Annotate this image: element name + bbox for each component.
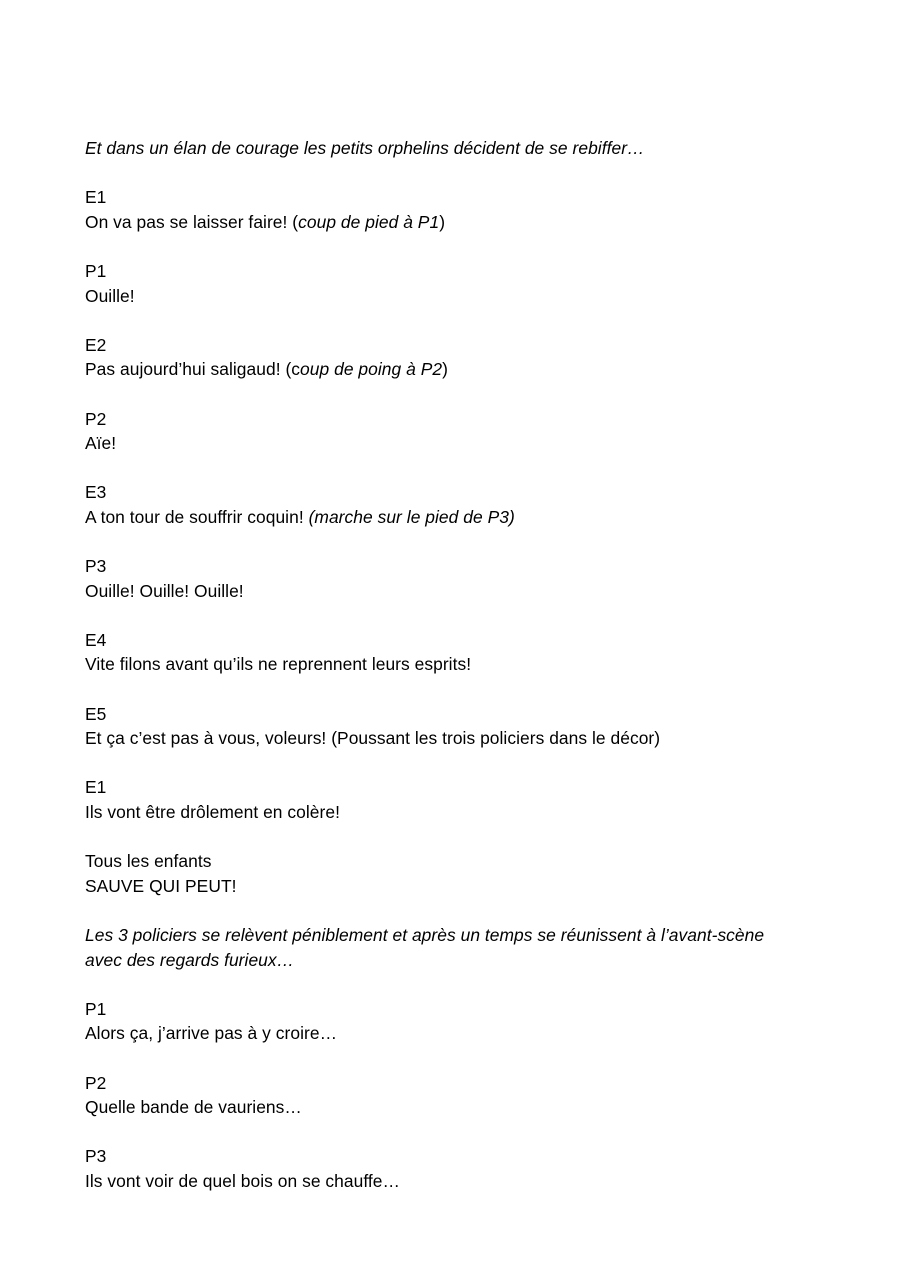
dialogue-line — [85, 357, 801, 382]
speaker-cue — [85, 259, 801, 284]
dialogue-block — [85, 775, 801, 824]
text-run: P1 — [85, 998, 107, 1019]
text-run: Alors ça, j’arrive pas à y croire… — [85, 1023, 338, 1044]
speaker-cue — [85, 1071, 801, 1096]
dialogue-block — [85, 407, 801, 456]
stage-direction-line — [85, 923, 801, 972]
text-run: ) — [442, 359, 448, 380]
text-run: E4 — [85, 629, 107, 650]
speaker-cue — [85, 628, 801, 653]
text-run: Ils vont voir de quel bois on se chauffe… — [85, 1170, 400, 1191]
text-run: Et ça c’est pas à vous, voleurs! (Poussant les trois policiers dans le décor) — [85, 728, 661, 749]
dialogue-line — [85, 1021, 801, 1046]
dialogue-block — [85, 259, 801, 308]
speaker-cue — [85, 185, 801, 210]
dialogue-line — [85, 579, 801, 604]
dialogue-line — [85, 800, 801, 825]
text-run: On va pas se laisser faire! ( — [85, 211, 299, 232]
dialogue-block — [85, 1071, 801, 1120]
dialogue-line — [85, 1095, 801, 1120]
dialogue-line — [85, 726, 801, 751]
italic-run: Et dans un élan de courage les petits orphelins décident de se rebiffer… — [85, 138, 645, 158]
dialogue-line — [85, 284, 801, 309]
italic-run: (marche sur le pied de P3) — [308, 506, 515, 527]
speaker-cue — [85, 702, 801, 727]
text-run: ) — [439, 211, 446, 232]
text-run: Ouille! Ouille! Ouille! — [85, 580, 244, 601]
dialogue-line — [85, 210, 801, 235]
dialogue-block — [85, 333, 801, 382]
text-run: Pas aujourd’hui saligaud! (c — [85, 359, 301, 380]
text-run: P3 — [85, 556, 107, 577]
dialogue-block — [85, 1144, 801, 1193]
text-run: Vite filons avant qu’ils ne reprennent leurs esprits! — [85, 654, 472, 675]
dialogue-block — [85, 849, 801, 898]
speaker-cue — [85, 480, 801, 505]
text-run: A ton tour de souffrir coquin! — [85, 506, 309, 527]
text-run: P2 — [85, 408, 107, 429]
stage-direction-block — [85, 136, 801, 161]
speaker-cue — [85, 554, 801, 579]
script-body — [85, 136, 801, 1218]
dialogue-line — [85, 652, 801, 677]
speaker-cue — [85, 407, 801, 432]
speaker-cue — [85, 997, 801, 1022]
text-run: E5 — [85, 703, 107, 724]
text-run: P3 — [85, 1146, 107, 1167]
dialogue-block — [85, 480, 801, 529]
italic-run: oup de poing à P2 — [300, 359, 443, 380]
italic-run: coup de pied à P1 — [298, 211, 440, 232]
text-run: E2 — [85, 334, 107, 355]
stage-direction-block — [85, 923, 801, 972]
text-run: P1 — [85, 260, 107, 281]
text-run: E1 — [85, 187, 107, 208]
dialogue-block — [85, 702, 801, 751]
speaker-cue — [85, 775, 801, 800]
dialogue-block — [85, 554, 801, 603]
text-run: Ouille! — [85, 285, 135, 306]
speaker-cue — [85, 1144, 801, 1169]
speaker-cue — [85, 333, 801, 358]
text-run: E1 — [85, 777, 107, 798]
text-run: P2 — [85, 1072, 107, 1093]
text-run: Ils vont être drôlement en colère! — [85, 802, 340, 823]
dialogue-line — [85, 1169, 801, 1194]
dialogue-block — [85, 185, 801, 234]
text-run: Aïe! — [85, 433, 117, 454]
text-run: Tous les enfants — [85, 851, 212, 872]
text-run: Quelle bande de vauriens… — [85, 1097, 302, 1118]
dialogue-block — [85, 997, 801, 1046]
speaker-cue — [85, 849, 801, 874]
stage-direction-line — [85, 136, 801, 161]
text-run: E3 — [85, 482, 107, 503]
italic-run: Les 3 policiers se relèvent péniblement et après un temps se réunissent à l’avant-scène avec des regards furieux… — [85, 925, 769, 970]
text-run: SAUVE QUI PEUT! — [85, 875, 237, 896]
dialogue-block — [85, 628, 801, 677]
dialogue-line — [85, 874, 801, 899]
dialogue-line — [85, 505, 801, 530]
dialogue-line — [85, 431, 801, 456]
